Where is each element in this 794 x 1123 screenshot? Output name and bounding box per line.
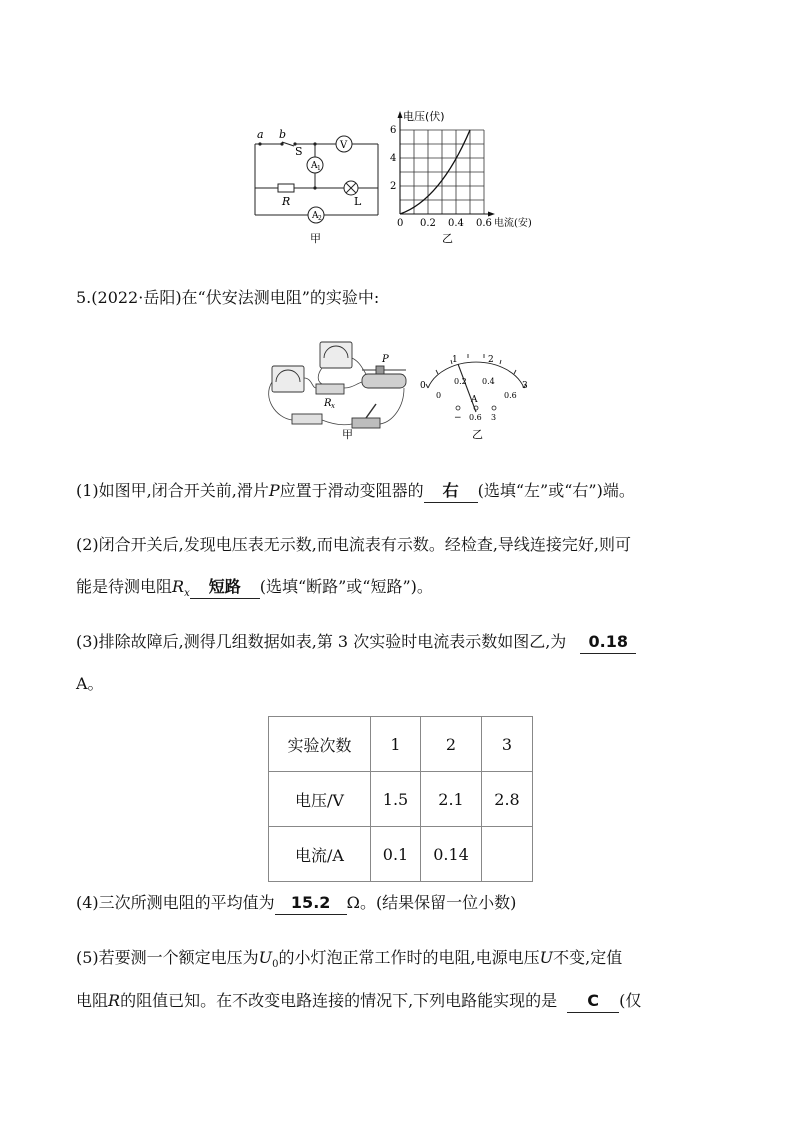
graph-xlabel: 电流(安)	[494, 218, 532, 229]
table-cell: 电流/A	[269, 827, 371, 882]
figure-caption-yi: 乙	[442, 232, 453, 245]
dial-outer-0: 0	[420, 381, 426, 391]
graph-xtick-0-2: 0.2	[420, 218, 436, 229]
graph-ytick-2: 2	[390, 181, 397, 192]
q5-answer: C	[567, 990, 619, 1013]
table-cell: 1	[371, 717, 421, 772]
q5-text-f: (仅	[619, 991, 642, 1010]
q4-answer: 15.2	[275, 892, 347, 915]
switch-label: S	[295, 145, 303, 158]
table-cell: 2.1	[421, 772, 482, 827]
q5-text-b: 的小灯泡正常工作时的电阻,电源电压	[278, 948, 540, 967]
table-row	[269, 772, 533, 827]
question-5-4	[76, 892, 516, 915]
ammeter2-subscript: 2	[318, 215, 322, 222]
table-cell: 实验次数	[269, 717, 371, 772]
q2-answer: 短路	[190, 576, 260, 599]
q2-text-before: 能是待测电阻	[76, 577, 173, 596]
voltmeter-label: V	[340, 140, 348, 151]
q1-text-middle: 应置于滑动变阻器的	[279, 481, 424, 500]
question-5-3-line2: A。	[76, 674, 104, 693]
circuit-diagram-jia	[248, 124, 388, 248]
figure-caption-5-yi: 乙	[472, 428, 483, 441]
dial-inner-0-6: 0.6	[504, 391, 517, 400]
q3-text: (3)排除故障后,测得几组数据如表,第 3 次实验时电流表示数如图乙,为	[76, 632, 567, 651]
table-cell: 0.14	[421, 827, 482, 882]
slider-p-label: P	[382, 354, 389, 365]
data-table	[268, 716, 533, 882]
figure-caption-jia: 甲	[310, 232, 321, 245]
q5-text-a: (5)若要测一个额定电压为	[76, 948, 259, 967]
dial-outer-3: 3	[522, 381, 528, 391]
apparatus-figure-jia	[266, 338, 416, 442]
graph-xtick-0: 0	[397, 218, 404, 229]
q5-text-d: 电阻	[76, 991, 109, 1010]
question-5-5-line1	[76, 947, 622, 976]
table-cell: 电压/V	[269, 772, 371, 827]
q4-text-after: Ω。(结果保留一位小数)	[346, 893, 517, 912]
rx-label: R	[324, 398, 332, 409]
question-5-1	[76, 480, 635, 503]
table-cell	[482, 827, 533, 882]
voltage-current-graph	[388, 108, 548, 248]
ammeter1-subscript: 1	[317, 165, 321, 172]
q4-text-before: (4)三次所测电阻的平均值为	[76, 893, 275, 912]
question-5-5-line2	[76, 990, 641, 1013]
question-5-2-line2	[76, 576, 433, 605]
table-cell: 2.8	[482, 772, 533, 827]
resistor-label: R	[282, 195, 291, 208]
lamp-label: L	[354, 195, 362, 208]
q5-var-u0: U	[258, 948, 273, 967]
graph-ylabel: 电压(伏)	[403, 110, 445, 123]
q5-text-e: 的阻值已知。在不改变电路连接的情况下,下列电路能实现的是	[120, 991, 558, 1010]
graph-ytick-6: 6	[390, 125, 397, 136]
dial-inner-0: 0	[436, 391, 442, 400]
graph-xtick-0-6: 0.6	[476, 218, 492, 229]
table-row	[269, 827, 533, 882]
q5-text-c: 不变,定值	[553, 948, 623, 967]
dial-terminal-3: 3	[491, 413, 497, 422]
q2-var-r: R	[172, 577, 185, 596]
q1-answer: 右	[424, 480, 478, 503]
q1-text-before: (1)如图甲,闭合开关前,滑片	[76, 481, 269, 500]
dial-unit: A	[471, 395, 478, 405]
table-cell: 0.1	[371, 827, 421, 882]
question-5-2-line1: (2)闭合开关后,发现电压表无示数,而电流表有示数。经检查,导线连接完好,则可	[76, 535, 632, 554]
table-row	[269, 717, 533, 772]
q1-var-p: P	[268, 481, 280, 500]
point-a-label: a	[257, 128, 264, 141]
table-cell: 1.5	[371, 772, 421, 827]
ammeter1-label: A	[311, 161, 318, 171]
dial-terminal-minus: −	[454, 413, 462, 423]
ammeter-dial-yi	[418, 348, 534, 444]
q5-var-u: U	[539, 948, 554, 967]
q5-var-r: R	[108, 991, 121, 1010]
dial-terminal-0-6: 0.6	[469, 413, 482, 422]
figure-caption-5-jia: 甲	[342, 428, 353, 441]
q5-var-u0-sub: 0	[272, 959, 279, 971]
question-5-stem: 5.(2022·岳阳)在“伏安法测电阻”的实验中:	[76, 288, 380, 307]
q2-text-after: (选填“断路”或“短路”)。	[259, 577, 433, 596]
table-cell: 3	[482, 717, 533, 772]
dial-inner-0-4: 0.4	[482, 377, 495, 386]
dial-inner-0-2: 0.2	[454, 377, 467, 386]
rx-subscript: x	[331, 402, 335, 410]
ammeter2-label: A	[312, 211, 319, 221]
q1-text-after: (选填“左”或“右”)端。	[477, 481, 635, 500]
q2-var-sub: x	[184, 588, 190, 600]
dial-outer-2: 2	[488, 355, 494, 365]
graph-xtick-0-4: 0.4	[448, 218, 464, 229]
dial-outer-1: 1	[452, 355, 458, 365]
q3-answer: 0.18	[580, 631, 636, 654]
question-5-3-line1	[76, 631, 636, 654]
table-cell: 2	[421, 717, 482, 772]
graph-ytick-4: 4	[390, 153, 397, 164]
point-b-label: b	[279, 128, 287, 141]
